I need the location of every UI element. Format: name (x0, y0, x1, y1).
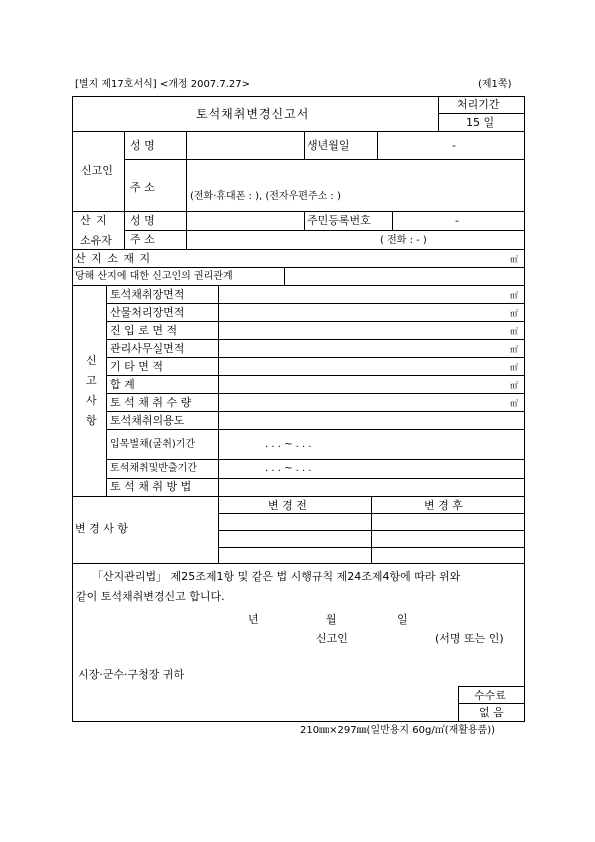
signer-label: 신고인 (316, 632, 348, 645)
changes-before-input[interactable] (219, 531, 371, 546)
date-day: 일 (397, 613, 408, 626)
report-side-char: 고 (86, 374, 97, 387)
unit-label: ㎡ (510, 327, 518, 336)
divider (458, 686, 459, 722)
applicant-name-label: 성 명 (130, 139, 155, 152)
report-row-input[interactable] (219, 322, 509, 338)
unit-label: ㎡ (510, 309, 518, 318)
statement-line1: 「산지관리법」 제25조제1항 및 같은 법 시행규칙 제24조제4항에 따라 위와 (92, 570, 461, 583)
statement-line2: 같이 토석채취변경신고 합니다. (76, 590, 225, 603)
changes-label: 변 경 사 항 (75, 522, 128, 535)
applicant-address-label: 주 소 (130, 181, 155, 194)
report-row-label: 토석채취의용도 (110, 414, 185, 427)
report-row-label: 토석채취및반출기간 (110, 463, 197, 474)
form-top-border (72, 96, 525, 97)
changes-after-header: 변 경 후 (424, 499, 463, 512)
processing-value: 15 일 (466, 116, 495, 129)
applicant-name-input[interactable] (187, 132, 304, 159)
unit-label: ㎡ (510, 381, 518, 390)
report-row-label: 산물처리장면적 (110, 306, 185, 319)
divider (438, 113, 525, 114)
divider (304, 211, 305, 230)
report-side-char: 신 (86, 354, 97, 367)
unit-label: ㎡ (510, 363, 518, 372)
report-row-input[interactable] (219, 340, 509, 356)
signature-field[interactable] (355, 630, 430, 646)
period-dots: . . . ~ . . . (265, 463, 312, 474)
owner-name-input[interactable] (187, 212, 304, 229)
changes-before-input[interactable] (219, 548, 371, 563)
report-row-input[interactable] (219, 479, 524, 495)
report-row-label: 진 입 로 면 적 (110, 324, 178, 337)
processing-label: 처리기간 (457, 98, 500, 111)
form-left-border (72, 96, 73, 722)
changes-after-input[interactable] (372, 531, 524, 546)
unit-label: ㎡ (510, 291, 518, 300)
sign-note: (서명 또는 인) (435, 632, 504, 645)
divider (458, 686, 524, 687)
applicant-address-input[interactable] (187, 160, 524, 185)
report-row-label: 토 석 채 취 방 법 (110, 480, 192, 493)
report-row-input[interactable] (219, 376, 509, 392)
applicant-birth-label: 생년월일 (307, 139, 350, 152)
report-row-label: 토석채취장면적 (110, 288, 185, 301)
owner-reg-dash: - (455, 214, 459, 227)
report-side-char: 사 (86, 394, 97, 407)
report-row-input[interactable] (219, 412, 524, 428)
applicant-contact: (전화·휴대폰 : ), (전자우편주소 : ) (190, 191, 341, 202)
unit-label: ㎥ (510, 399, 518, 408)
period-dots: . . . ~ . . . (265, 439, 312, 450)
divider (304, 131, 305, 159)
report-row-input[interactable] (219, 304, 509, 320)
report-row-label: 토 석 채 취 수 량 (110, 396, 192, 409)
date-year: 년 (248, 613, 259, 626)
owner-phone: ( 전화 : - ) (380, 235, 427, 246)
changes-before-header: 변 경 전 (268, 499, 307, 512)
report-row-input[interactable] (219, 394, 509, 410)
owner-address-input[interactable] (187, 231, 524, 248)
changes-after-input[interactable] (372, 514, 524, 529)
divider (106, 285, 107, 496)
report-row-input[interactable] (219, 286, 509, 302)
location-input[interactable] (186, 250, 506, 266)
owner-reg-label: 주민등록번호 (307, 214, 371, 227)
divider (458, 703, 524, 704)
divider (72, 563, 525, 564)
fee-label: 수수료 (474, 689, 506, 702)
form-right-border (524, 96, 525, 722)
report-row-label: 입목벌채(굴취)기간 (110, 439, 196, 450)
location-label: 산 지 소 재 지 (75, 252, 152, 265)
owner-address-label: 주 소 (130, 233, 155, 246)
date-month: 월 (326, 613, 337, 626)
page-indicator: (제1쪽) (478, 79, 512, 90)
addressee: 시장·군수·구청장 귀하 (78, 668, 185, 681)
changes-before-input[interactable] (219, 514, 371, 529)
report-row-label: 기 타 면 적 (110, 360, 163, 373)
fee-value: 없 음 (479, 706, 504, 719)
applicant-birth-dash: - (452, 139, 456, 152)
report-row-label: 합 계 (110, 378, 135, 391)
paper-spec: 210㎜×297㎜(일반용지 60g/㎡(재활용품)) (300, 725, 496, 736)
report-row-input[interactable] (219, 358, 509, 374)
owner-label-line2: 소유자 (80, 234, 112, 247)
rights-label: 당해 산지에 대한 신고인의 권리관계 (75, 271, 233, 282)
owner-name-label: 성 명 (130, 214, 155, 227)
divider (124, 131, 125, 211)
owner-label-line1: 산 지 (80, 214, 108, 227)
rights-input[interactable] (285, 268, 524, 284)
unit-label: ㎡ (510, 345, 518, 354)
changes-after-input[interactable] (372, 548, 524, 563)
divider (72, 496, 525, 497)
applicant-label: 신고인 (81, 164, 113, 177)
form-number: [별지 제17호서식] <개정 2007.7.27> (75, 79, 250, 90)
applicant-birth-input[interactable] (378, 132, 524, 159)
unit-label: ㎡ (510, 255, 518, 264)
form-bottom-border (72, 721, 525, 722)
report-row-label: 관리사무실면적 (110, 342, 185, 355)
form-title: 토석채취변경신고서 (196, 107, 310, 121)
report-side-char: 항 (86, 414, 97, 427)
